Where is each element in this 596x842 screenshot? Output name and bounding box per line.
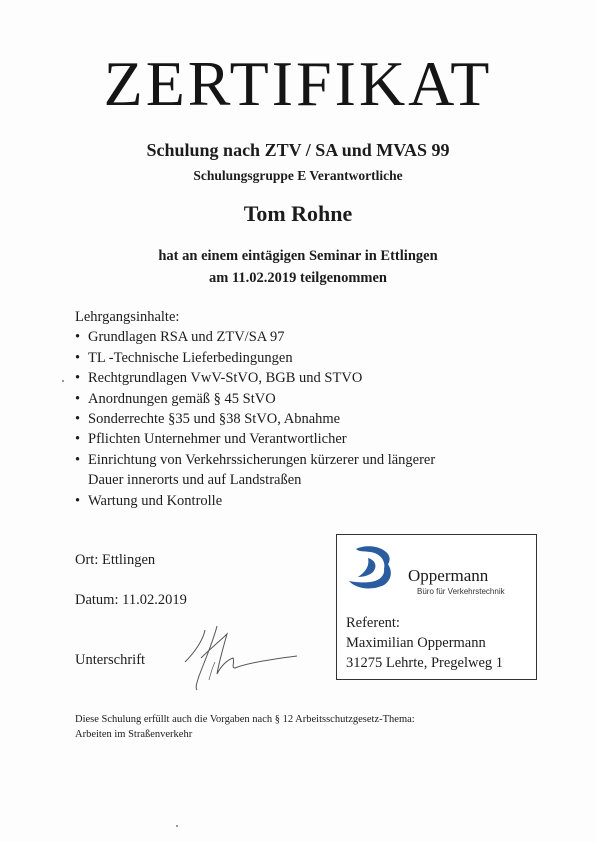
- date-field: Datum: 11.02.2019: [75, 592, 187, 608]
- referent-name: Maximilian Oppermann: [346, 635, 486, 651]
- seminar-line-1: hat an einem eintägigen Seminar in Ettlingen: [158, 248, 438, 264]
- list-item: [75, 491, 545, 511]
- training-subtitle: Schulung nach ZTV / SA und MVAS 99: [146, 140, 450, 160]
- course-contents-heading: Lehrgangsinhalte:: [75, 309, 180, 325]
- list-item-text: Sonderrechte §35 und §38 StVO, Abnahme: [88, 411, 341, 428]
- list-item: [75, 450, 545, 491]
- list-item: [75, 348, 545, 368]
- training-group: Schulungsgruppe E Verantwortliche: [193, 168, 403, 183]
- bullet-icon: •: [75, 451, 81, 468]
- list-item-text: Wartung und Kontrolle: [88, 492, 223, 509]
- list-item-text: Einrichtung von Verkehrssicherungen kürzerer und längerer: [88, 451, 436, 468]
- list-item: [75, 409, 545, 429]
- list-item-text: Grundlagen RSA und ZTV/SA 97: [88, 329, 285, 346]
- scan-speck: [62, 380, 64, 382]
- company-name: Oppermann: [408, 566, 489, 585]
- bullet-icon: •: [75, 329, 81, 346]
- footnote-line-2: Arbeiten im Straßenverkehr: [75, 729, 193, 740]
- participant-name: Tom Rohne: [243, 201, 353, 226]
- course-contents: [75, 307, 545, 511]
- list-item-text: Pflichten Unternehmer und Verantwortlicher: [88, 431, 347, 448]
- list-item-text: Rechtgrundlagen VwV-StVO, BGB und STVO: [88, 370, 363, 387]
- bullet-icon: •: [75, 390, 81, 407]
- seminar-line-2: am 11.02.2019 teilgenommen: [208, 270, 387, 286]
- list-item-text: Anordnungen gemäß § 45 StVO: [88, 390, 276, 407]
- bullet-icon: •: [75, 411, 81, 428]
- list-item: [75, 429, 545, 449]
- course-contents-list: [75, 327, 545, 511]
- footnote-line-1: Diese Schulung erfüllt auch die Vorgaben nach § 12 Arbeitsschutzgesetz-Thema:: [75, 714, 415, 725]
- signature-label: Unterschrift: [75, 652, 146, 668]
- referent-block: [346, 613, 503, 673]
- seminar-statement: [0, 245, 596, 289]
- bullet-icon: •: [75, 492, 81, 509]
- list-item: [75, 327, 545, 347]
- scan-speck: [176, 825, 178, 827]
- certificate-title: ZERTIFIKAT: [103, 48, 493, 119]
- company-subtitle: Büro für Verkehrstechnik: [417, 587, 505, 596]
- list-item: [75, 368, 545, 388]
- list-item-text: TL -Technische Lieferbedingungen: [88, 349, 293, 366]
- bullet-icon: •: [75, 431, 81, 448]
- list-item: [75, 389, 545, 409]
- referent-label: Referent:: [346, 615, 400, 631]
- bullet-icon: •: [75, 370, 81, 387]
- place-field: Ort: Ettlingen: [75, 552, 156, 568]
- company-stamp: [336, 534, 537, 680]
- bullet-icon: •: [75, 349, 81, 366]
- handwritten-signature: [175, 618, 305, 696]
- legal-footnote: [75, 712, 545, 742]
- oppermann-logo-icon: [346, 545, 394, 591]
- referent-address: 31275 Lehrte, Pregelweg 1: [346, 655, 504, 671]
- list-item-continuation: Dauer innerorts und auf Landstraßen: [88, 472, 302, 489]
